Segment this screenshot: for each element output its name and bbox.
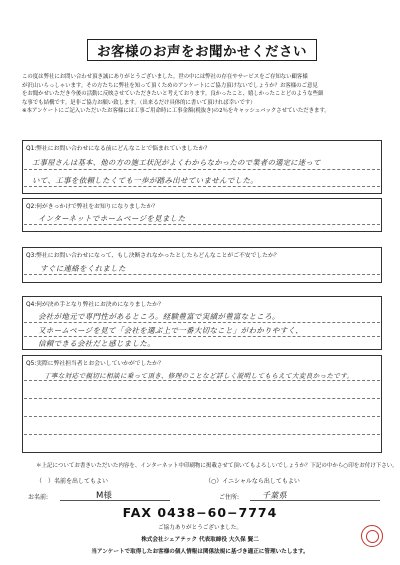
name-address-row [24, 489, 384, 502]
seal-stamp [361, 525, 383, 547]
page-title: お客様のお声をお聞かせください [97, 44, 307, 60]
intro-line: この度は弊社にお問い合わせ頂き誠にありがとうございました。世の中には弊社の存在やサービスをご存知ない顧客様 [22, 74, 308, 80]
q3-answer-line: すぐに連絡をくれました [40, 264, 126, 273]
q2-answer-line: インターネットでホームページを見ました [38, 214, 186, 223]
option-initial-ok[interactable]: （○）イニシャルなら出してもよい [205, 478, 300, 485]
q3-label: Q3:弊社にお問い合わせになって、もし決断されなかったとしたらどんなことがご不安でしたか？ [26, 253, 280, 259]
intro-line: な事でも結構です。是非ご協力お願い致します。（出来るだけ具体的に書いて頂ければ幸いです） [22, 99, 256, 106]
q4-label: Q4:何が決め手となり弊社にお決めになりましたか？ [26, 302, 164, 308]
name-underline [60, 500, 170, 501]
q5-label: Q5:実際に弊社担当者とお会いしていかがでしたか？ [26, 361, 164, 367]
address-value: 千葉県 [262, 491, 287, 500]
q4-rule [24, 322, 380, 323]
q5-rule [24, 398, 380, 399]
thanks-text: ご協力ありがとうございました。 [158, 525, 242, 531]
q5-rule [24, 380, 380, 381]
publication-note: ＊上記についてお書きいただいた内容を、インターネット中印刷物に掲載させて頂いてもよろしいでしょうか？下記の中から○印をお付け下さい。 [36, 463, 398, 469]
q4-rule [24, 336, 380, 337]
q4-answer-line: 信頼できる会社だと感じました。 [38, 339, 155, 348]
q1-rule [24, 186, 380, 187]
address-label: ご住所: [219, 494, 240, 501]
company-name: 株式会社シェアテック 代表取締役 大久保 賢二 [141, 537, 259, 543]
q5-rule [24, 434, 380, 435]
q5-rule [24, 416, 380, 417]
q2-rule [24, 224, 380, 225]
q1-answer-line: 工事屋さんは基本、他の方の施工状況がよくわからなかったので業者の選定に迷って [32, 158, 321, 167]
q5-answer-line: 丁寧な対応で親切に相談に乗って頂き、修理のことなど詳しく説明してもらえて大変良かったです。 [44, 372, 354, 380]
q4-answer-line: 又ホームページを見て「会社を選ぶ上で一番大切なこと」がわかりやすく、 [38, 326, 303, 335]
intro-text [22, 73, 382, 116]
intro-line: が沢山いらっしゃいます。その方たちに弊社を知って頂くためのアンケートにご協力頂けないでしょうか？お客様のご意見 [22, 82, 318, 89]
fax-number: FAX 0438−60−7774 [122, 505, 278, 520]
q1-rule [24, 169, 380, 170]
title-box [87, 39, 317, 61]
q4-answer-line: 会社が地元で専門性があるところ。経験豊富で実績が豊富なところ。 [38, 312, 280, 321]
intro-line: ※本アンケートにご記入いただいたお客様には工事ご用命時に工事金額(税抜き)の2％をキャッシュバックさせていただきます。 [22, 108, 330, 114]
q3-rule [24, 274, 380, 275]
intro-line: をお聞かせいただき今後の活動に反映させていただきたいと考えております。良かったこと、嬉しかったことどのような些細 [22, 91, 324, 97]
name-label: お名前: [28, 494, 49, 501]
name-value: M様 [96, 491, 112, 501]
q1-label: Q1:弊社にお問い合わせになる前にどんなことで悩まれていましたか？ [26, 146, 211, 152]
q1-answer-line: いて、工事を依頼したくても一歩が踏み出せていませんでした。 [32, 176, 259, 185]
privacy-note: 当アンケートで取得したお客様の個人情報は関係法規に基づき適正に管理いたします。 [91, 549, 309, 555]
q2-label: Q2:何がきっかけで弊社をお知りになりましたか？ [26, 204, 158, 210]
option-name-ok[interactable]: （ ）名前を出してもよい [36, 478, 109, 485]
